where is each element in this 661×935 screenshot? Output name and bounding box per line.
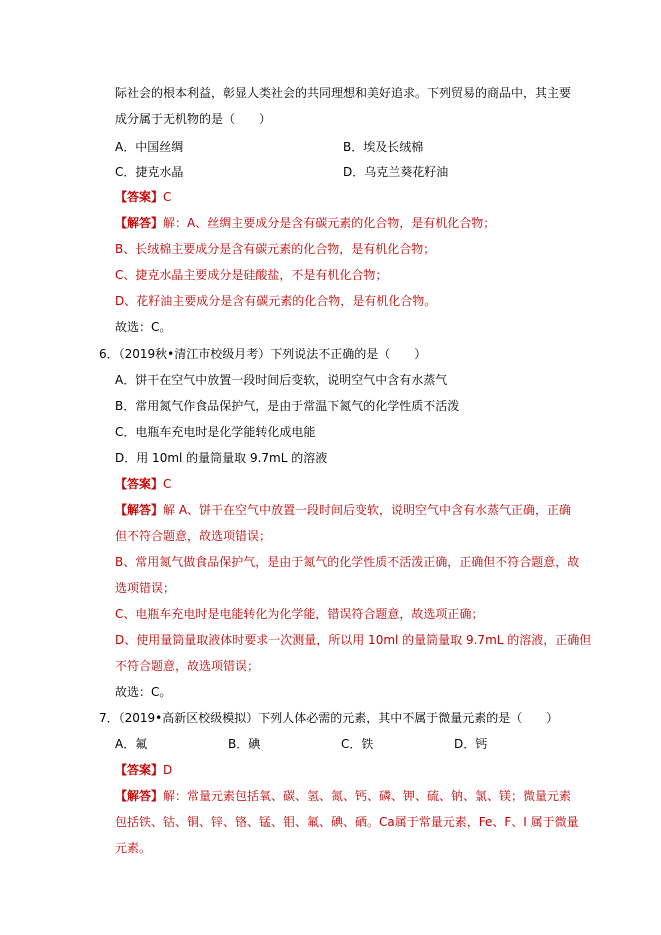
q6-analysis-line-7: 不符合题意，故选项错误； [115,659,260,673]
q5-analysis-line-2: B、长绒棉主要成分是含有碳元素的化合物，是有机化合物； [115,242,436,256]
analysis-text: 解 A、饼干在空气中放置一段时间后变软，说明空气中含有水蒸气正确，正确 [163,503,572,517]
answer-value: C [163,477,172,491]
q5-answer [115,189,171,205]
q6-analysis-line-4: 选项错误； [115,581,176,595]
q5-stem-line-2: 成分属于无机物的是（ ） [115,112,272,126]
analysis-tag: 【解答】 [115,503,164,517]
q7-option-b: B．碘 [228,737,261,751]
q6-analysis-line-3: B、常用氮气做食品保护气，是由于氮气的化学性质不活泼正确，正确但不符合题意，故 [115,555,580,569]
q5-conclusion: 故选：C。 [115,320,172,334]
analysis-text: 解：A、丝绸主要成分是含有碳元素的化合物，是有机化合物； [163,216,496,230]
q7-stem: 7．（2019•高新区校级模拟）下列人体必需的元素，其中不属于微量元素的是（ ） [99,711,559,725]
q5-stem-line-1: 际社会的根本利益，彰显人类社会的共同理想和美好追求。下列贸易的商品中，其主要 [115,86,572,100]
analysis-tag: 【解答】 [115,789,164,803]
q7-analysis-line-3: 元素。 [115,841,152,855]
q6-answer [115,476,171,492]
q7-option-a: A．氟 [115,737,148,751]
q6-option-d: D．用 10ml 的量筒量取 9.7mL 的溶液 [115,451,328,465]
answer-value: C [163,190,172,204]
q6-analysis-line-1 [115,502,571,518]
q7-analysis-line-2: 包括铁、钴、铜、锌、铬、锰、钼、氟、碘、硒。Ca属于常量元素，Fe、F、I 属于微量 [115,815,579,829]
q5-option-b: B．埃及长绒棉 [343,140,424,154]
q7-option-d: D．钙 [454,737,488,751]
q5-option-c: C．捷克水晶 [115,165,184,179]
q5-option-a: A．中国丝绸 [115,140,184,154]
q7-answer [115,762,172,778]
q6-analysis-line-2: 但不符合题意，故选项错误； [115,529,272,543]
q6-analysis-line-6: D、使用量筒量取液体时要求一次测量，所以用 10ml 的量筒量取 9.7mL 的溶液，正确但 [115,633,592,647]
q7-option-c: C．铁 [341,737,374,751]
analysis-text: 解：常量元素包括氧、碳、氢、氮、钙、磷、钾、硫、钠、氯、镁；微量元素 [163,789,572,803]
analysis-tag: 【解答】 [115,216,164,230]
q6-option-b: B．常用氮气作食品保护气，是由于常温下氮气的化学性质不活泼 [115,399,460,413]
q6-conclusion: 故选：C。 [115,685,172,699]
q5-analysis-line-1 [115,215,495,231]
q7-options [115,736,487,752]
q5-option-d: D．乌克兰葵花籽油 [343,165,449,179]
answer-tag: 【答案】 [115,190,164,204]
answer-tag: 【答案】 [115,763,164,777]
q6-stem: 6．（2019秋•清江市校级月考）下列说法不正确的是（ ） [99,347,427,361]
answer-tag: 【答案】 [115,477,164,491]
answer-value: D [163,763,173,777]
q5-analysis-line-3: C、捷克水晶主要成分是硅酸盐，不是有机化合物； [115,268,388,282]
q6-analysis-line-5: C、电瓶车充电时是电能转化为化学能，错误符合题意，故选项正确； [115,607,484,621]
q7-analysis-line-1 [115,788,571,804]
q6-option-c: C．电瓶车充电时是化学能转化成电能 [115,425,316,439]
q6-option-a: A．饼干在空气中放置一段时间后变软，说明空气中含有水蒸气 [115,373,448,387]
q5-analysis-line-4: D、花籽油主要成分是含有碳元素的化合物，是有机化合物。 [115,294,437,308]
